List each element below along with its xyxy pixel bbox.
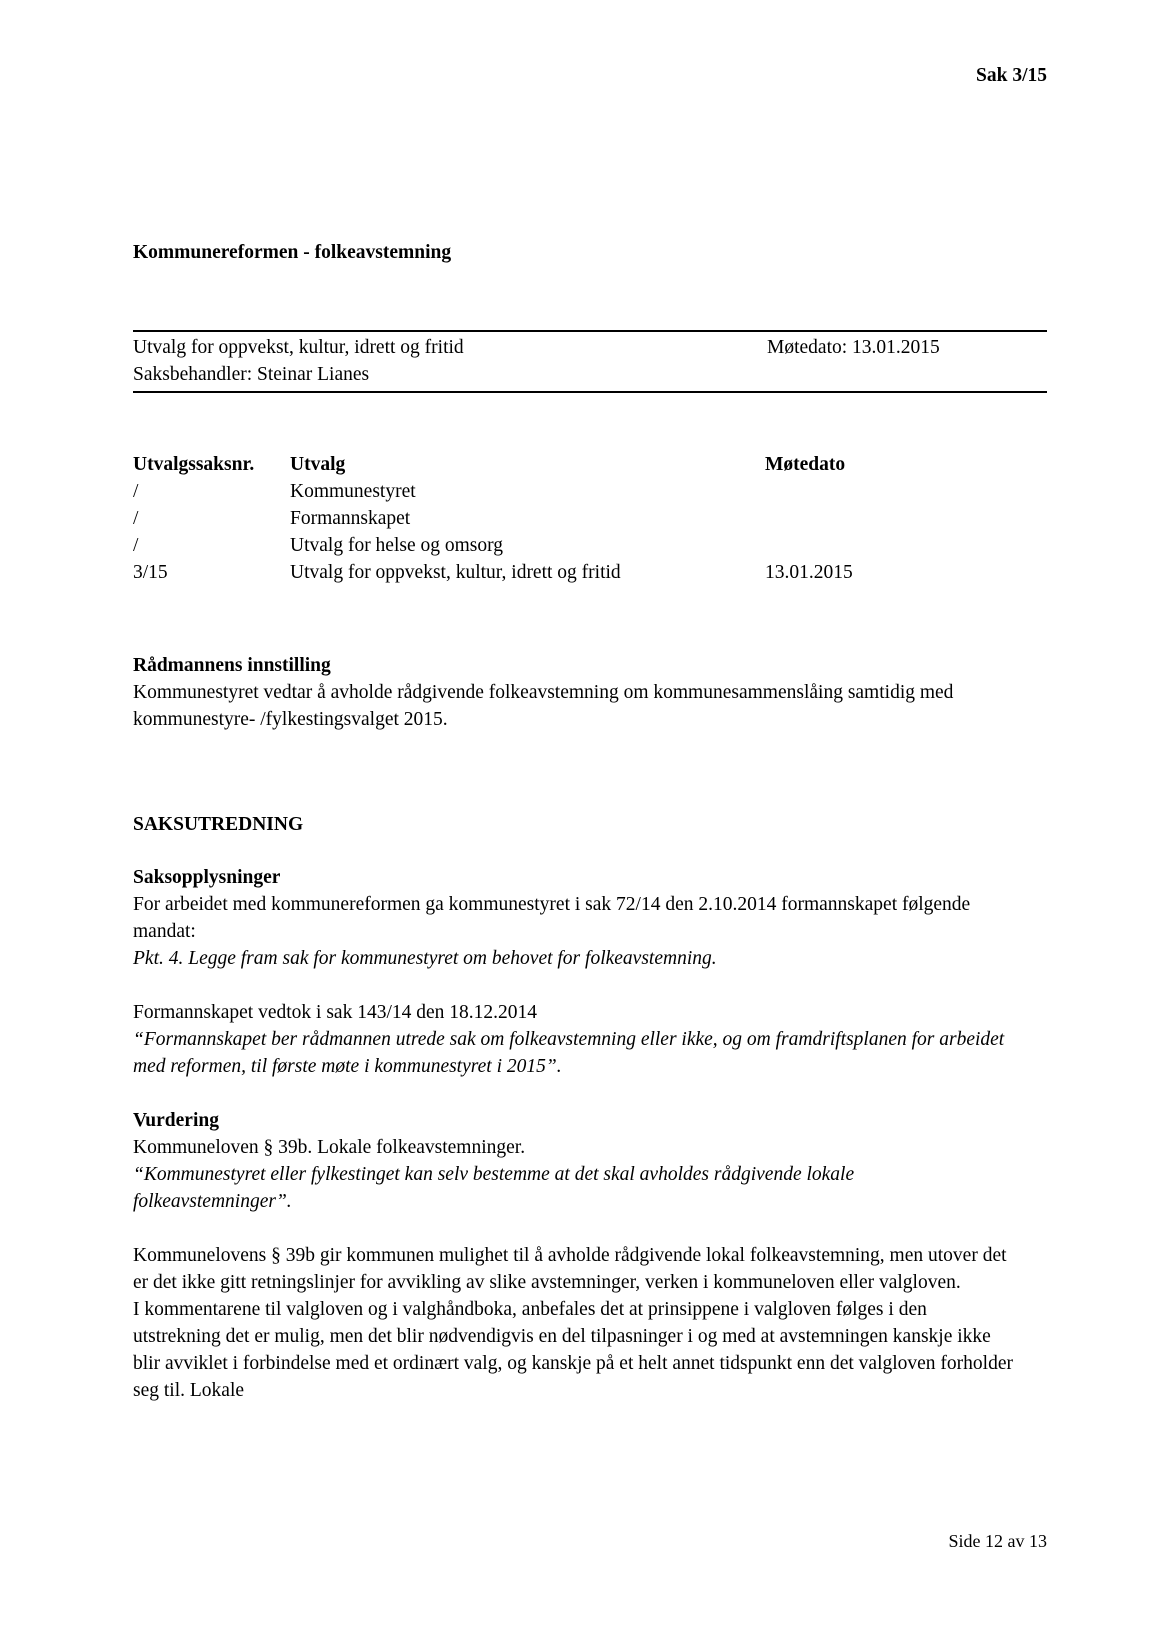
meta-row-handler <box>133 361 1047 388</box>
document-title: Kommunereformen - folkeavstemning <box>133 242 452 263</box>
committee-table-header <box>133 451 1047 478</box>
heading-vurdering: Vurdering <box>133 1110 219 1131</box>
table-row <box>133 532 1047 559</box>
heading-saksopplysninger: Saksopplysninger <box>133 867 281 888</box>
col-header-utvalg: Utvalg <box>290 454 346 475</box>
saksopplysninger-paragraph: Formannskapet vedtok i sak 143/14 den 18.12.2014 <box>133 1002 538 1023</box>
cell-utvalg: Utvalg for oppvekst, kultur, idrett og fritid <box>290 562 621 583</box>
vurdering-paragraph: I kommentarene til valgloven og i valghåndboka, anbefales det at prinsippene i valgloven følges i den utstrekning det er mulig, men det blir nødvendigvis en del tilpasninger i og med at avstemningen kanskje ikke blir avviklet i forbindelse med et ordinært valg, og kanskje på et helt annet tidspunkt enn det valgloven forholder seg til. Lokale <box>133 1299 1013 1401</box>
committee-table <box>133 451 1047 586</box>
saksopplysninger-quote: “Formannskapet ber rådmannen utrede sak om folkeavstemning eller ikke, og om framdriftsplanen for arbeidet med reformen, til første møte i kommunestyret i 2015”. <box>133 1029 1005 1077</box>
cell-utvalg: Formannskapet <box>290 508 411 529</box>
col-header-motedato: Møtedato <box>765 454 846 475</box>
cell-dato <box>765 532 1047 559</box>
cell-saksnr: 3/15 <box>133 562 168 583</box>
col-header-utvalgssaksnr: Utvalgssaksnr. <box>133 454 255 475</box>
heading-radmannens-innstilling: Rådmannens innstilling <box>133 655 331 676</box>
cell-utvalg: Utvalg for helse og omsorg <box>290 535 504 556</box>
saksopplysninger-quote: Pkt. 4. Legge fram sak for kommunestyret om behovet for folkeavstemning. <box>133 948 717 969</box>
cell-dato: 13.01.2015 <box>765 562 853 583</box>
cell-dato <box>765 505 1047 532</box>
vurdering-quote: “Kommunestyret eller fylkestinget kan selv bestemme at det skal avholdes rådgivende lokale folkeavstemninger”. <box>133 1164 855 1212</box>
table-row <box>133 559 1047 586</box>
table-row <box>133 505 1047 532</box>
page-number: Side 12 av 13 <box>948 1531 1047 1551</box>
vurdering-paragraph: Kommuneloven § 39b. Lokale folkeavstemninger. <box>133 1137 526 1158</box>
cell-utvalg: Kommunestyret <box>290 481 416 502</box>
meeting-date: Møtedato: 13.01.2015 <box>767 337 940 358</box>
cell-saksnr: / <box>133 508 139 529</box>
heading-saksutredning: SAKSUTREDNING <box>133 814 304 835</box>
meta-block <box>133 330 1047 393</box>
case-handler: Saksbehandler: Steinar Lianes <box>133 364 370 385</box>
table-row <box>133 478 1047 505</box>
innstilling-body: Kommunestyret vedtar å avholde rådgivende folkeavstemning om kommunesammenslåing samtidig med kommunestyre- /fylkestingsvalget 2015. <box>133 682 954 730</box>
case-number: Sak 3/15 <box>976 65 1047 86</box>
cell-dato <box>765 478 1047 505</box>
meta-row-committee <box>133 334 1047 361</box>
cell-saksnr: / <box>133 535 139 556</box>
vurdering-paragraph: Kommunelovens § 39b gir kommunen mulighet til å avholde rådgivende lokal folkeavstemning, men utover det er det ikke gitt retningslinjer for avvikling av slike avstemninger, verken i kommuneloven eller valgloven. <box>133 1245 1007 1293</box>
cell-saksnr: / <box>133 481 139 502</box>
committee-name: Utvalg for oppvekst, kultur, idrett og fritid <box>133 337 464 358</box>
saksopplysninger-paragraph: For arbeidet med kommunereformen ga kommunestyret i sak 72/14 den 2.10.2014 formannskapet følgende mandat: <box>133 894 971 942</box>
